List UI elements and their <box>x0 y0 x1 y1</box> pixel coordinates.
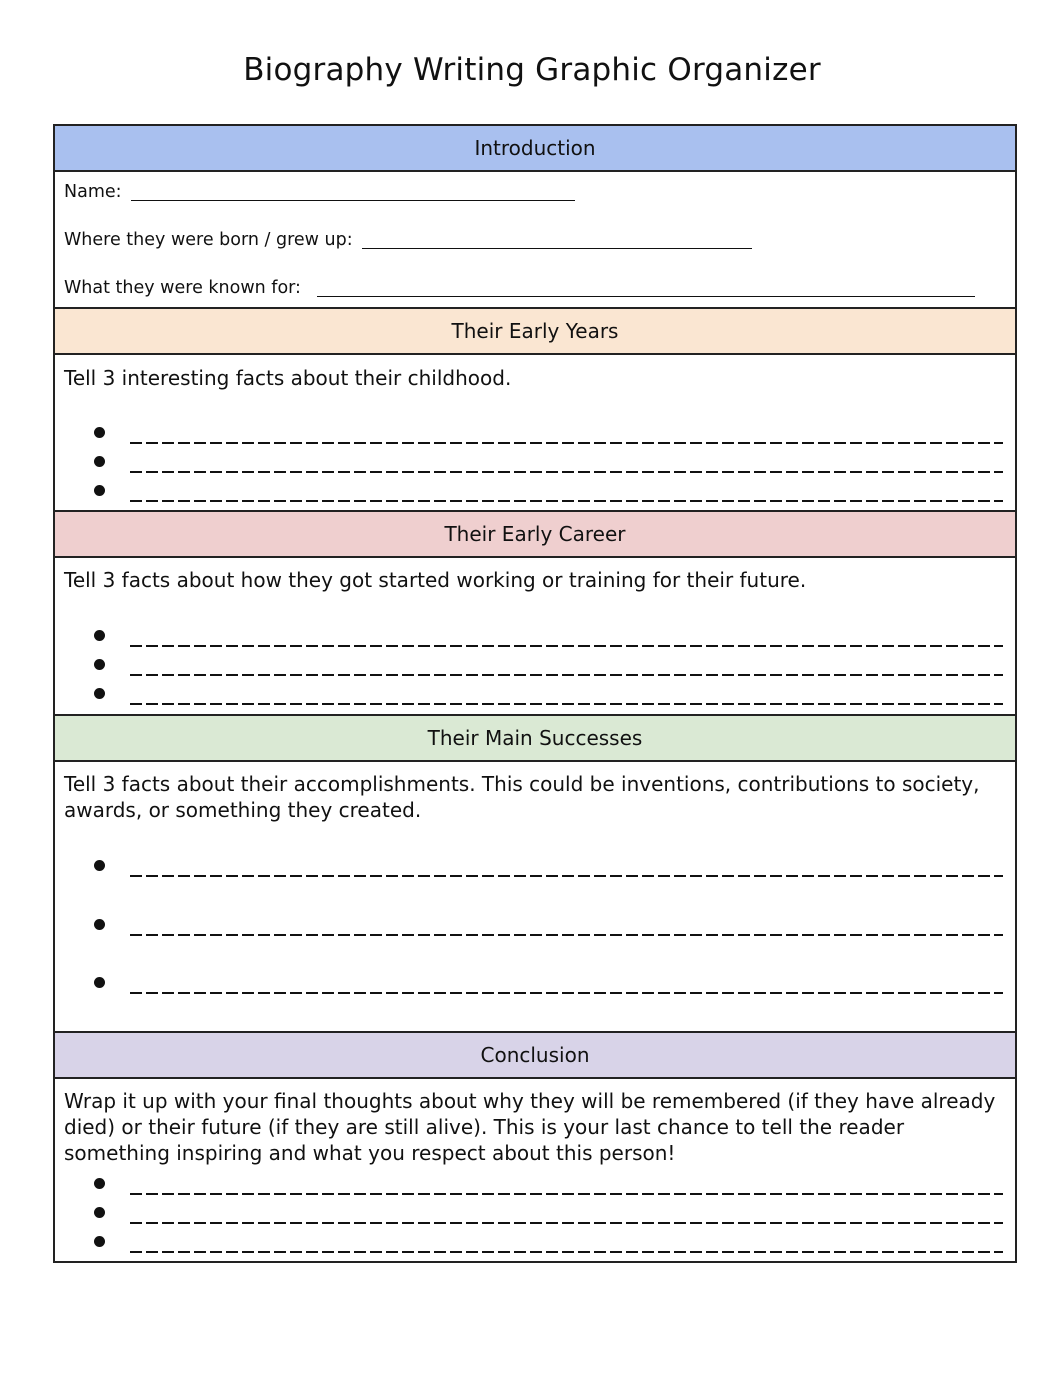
list-item <box>94 422 1003 444</box>
list-item <box>94 914 1003 936</box>
answer-blank[interactable] <box>130 654 1003 676</box>
list-item <box>94 625 1003 647</box>
bullet-icon <box>94 485 105 496</box>
bullet-icon <box>94 860 105 871</box>
answer-blank[interactable] <box>130 451 1003 473</box>
early-career-prompt: Tell 3 facts about how they got started working or training for their future. <box>64 568 807 592</box>
early-career-heading: Their Early Career <box>55 510 1015 556</box>
list-item <box>94 1173 1003 1195</box>
birthplace-label: Where they were born / grew up: <box>64 230 353 250</box>
answer-blank[interactable] <box>130 422 1003 444</box>
early-years-heading: Their Early Years <box>55 307 1015 353</box>
bullet-icon <box>94 977 105 988</box>
answer-blank[interactable] <box>130 1202 1003 1224</box>
answer-blank[interactable] <box>130 683 1003 705</box>
list-item <box>94 683 1003 705</box>
answer-blank[interactable] <box>130 1231 1003 1253</box>
name-label: Name: <box>64 182 122 202</box>
birthplace-blank[interactable] <box>362 234 752 249</box>
known-for-blank[interactable] <box>317 282 975 297</box>
bullet-icon <box>94 1178 105 1189</box>
page-title: Biography Writing Graphic Organizer <box>243 52 821 88</box>
list-item <box>94 451 1003 473</box>
list-item <box>94 1231 1003 1253</box>
bullet-icon <box>94 659 105 670</box>
bullet-icon <box>94 1236 105 1247</box>
early-years-section <box>55 353 1015 510</box>
bullet-icon <box>94 1207 105 1218</box>
conclusion-heading: Conclusion <box>55 1031 1015 1077</box>
bullet-icon <box>94 456 105 467</box>
list-item <box>94 654 1003 676</box>
bullet-icon <box>94 630 105 641</box>
list-item <box>94 972 1003 994</box>
introduction-section <box>55 170 1015 307</box>
bullet-icon <box>94 919 105 930</box>
introduction-heading: Introduction <box>55 126 1015 170</box>
known-for-label: What they were known for: <box>64 278 301 298</box>
early-career-section <box>55 556 1015 714</box>
answer-blank[interactable] <box>130 855 1003 877</box>
bullet-icon <box>94 427 105 438</box>
main-successes-section <box>55 760 1015 1031</box>
answer-blank[interactable] <box>130 914 1003 936</box>
known-for-field-row <box>64 278 975 298</box>
main-successes-prompt: Tell 3 facts about their accomplishments. This could be inventions, contributions to society, awards, or something they created. <box>64 772 980 822</box>
list-item <box>94 1202 1003 1224</box>
list-item <box>94 855 1003 877</box>
main-successes-heading: Their Main Successes <box>55 714 1015 760</box>
birthplace-field-row <box>64 230 752 250</box>
list-item <box>94 480 1003 502</box>
name-blank[interactable] <box>131 186 575 201</box>
name-field-row <box>64 182 575 202</box>
bullet-icon <box>94 688 105 699</box>
organizer-table <box>53 124 1017 1263</box>
answer-blank[interactable] <box>130 480 1003 502</box>
conclusion-prompt: Wrap it up with your final thoughts about why they will be remembered (if they have already died) or their future (if they are still alive). This is your last chance to tell the reader something inspiring and what you respect about this person! <box>64 1089 996 1165</box>
answer-blank[interactable] <box>130 972 1003 994</box>
early-years-prompt: Tell 3 interesting facts about their childhood. <box>64 366 512 390</box>
answer-blank[interactable] <box>130 1173 1003 1195</box>
answer-blank[interactable] <box>130 625 1003 647</box>
conclusion-section <box>55 1077 1015 1261</box>
